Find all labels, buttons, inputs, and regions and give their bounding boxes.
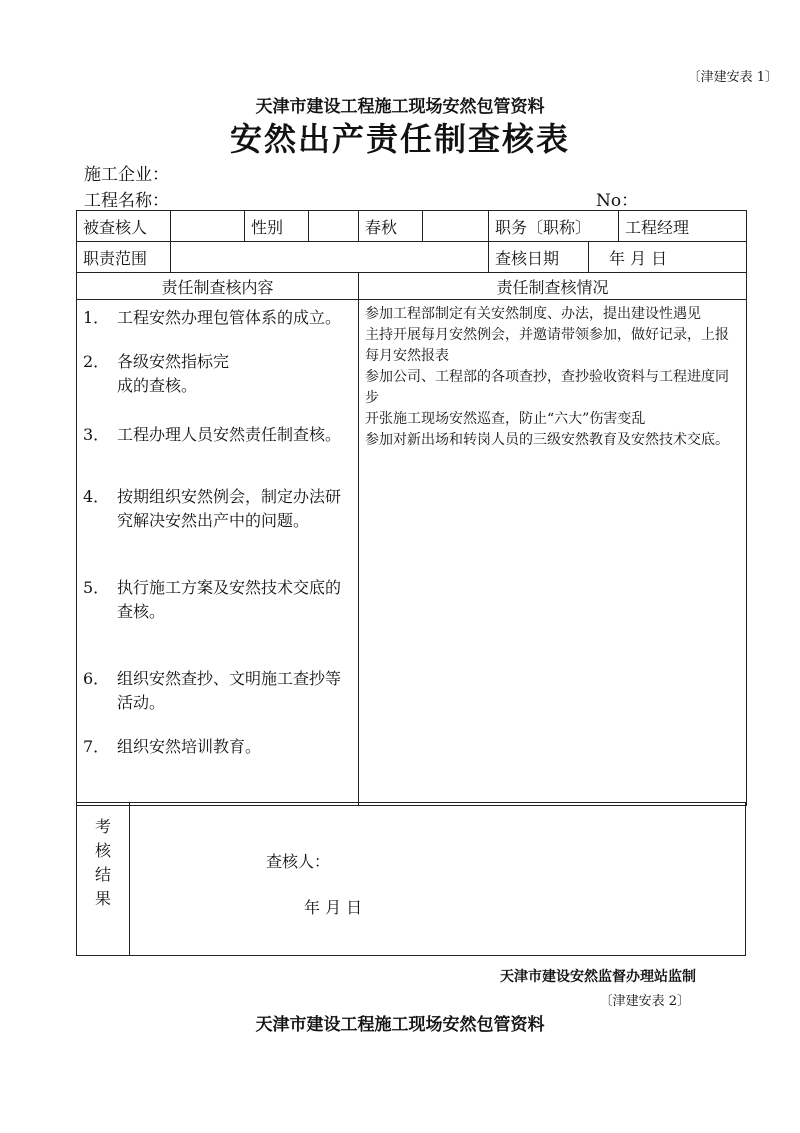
check-item	[83, 485, 352, 533]
check-date-value: 年 月 日	[589, 242, 747, 273]
age-field[interactable]	[423, 211, 489, 242]
label-char: 考	[94, 817, 111, 836]
situation-line: 参加对新出场和转岗人员的三级安然教育及安然技术交底。	[365, 432, 729, 448]
enterprise-label: 施工企业：	[84, 165, 169, 185]
check-item-text: 按期组织安然例会，制定办法研究解决安然出产中的问题。	[117, 487, 342, 530]
check-item	[83, 423, 352, 447]
check-item-text: 各级安然指标完 成的查核。	[117, 352, 230, 395]
check-item	[83, 350, 352, 398]
situation-line: 参加工程部制定有关安然制度、办法，提出建设性遇见	[365, 306, 701, 322]
info-row-1	[77, 211, 747, 242]
check-item-number: 2．	[83, 352, 110, 371]
inspected-person-field[interactable]	[171, 211, 245, 242]
label-char: 结	[94, 865, 111, 884]
situation-line: 主持开展每月安然例会，并邀请带领参加，做好记录，上报每月安然报表	[365, 327, 729, 364]
check-item-text: 工程办理人员安然责任制查核。	[117, 425, 342, 444]
check-item-text: 执行施工方案及安然技术交底的查核。	[117, 578, 342, 621]
form-code-bottom: 〔津建安表 2〕	[599, 994, 690, 1009]
check-item-number: 3．	[83, 425, 110, 444]
check-item	[83, 735, 352, 759]
inspected-person-label: 被查核人	[77, 211, 171, 242]
next-page-subtitle: 天津市建设工程施工现场安然包管资料	[255, 1015, 545, 1035]
supervising-station: 天津市建设安然监督办理站监制	[500, 969, 696, 985]
check-item-number: 7．	[83, 737, 110, 756]
scope-field[interactable]	[171, 242, 489, 273]
checker-label: 查核人：	[266, 852, 331, 871]
document-subtitle: 天津市建设工程施工现场安然包管资料	[255, 97, 545, 117]
page-title: 安然出产责任制查核表	[229, 120, 570, 158]
assessment-result-field[interactable]	[130, 803, 746, 956]
result-date: 年 月 日	[304, 898, 363, 917]
check-items-cell	[77, 300, 359, 806]
check-item-text: 组织安然查抄、文明施工查抄等活动。	[117, 669, 342, 712]
check-date-label: 查核日期	[489, 242, 589, 273]
check-situation-cell	[359, 300, 747, 806]
position-label: 职务〔职称〕	[489, 211, 619, 242]
content-column-header: 责任制查核内容	[77, 273, 359, 300]
gender-field[interactable]	[309, 211, 359, 242]
check-item-text: 组织安然培训教育。	[117, 737, 262, 756]
check-item-number: 1．	[83, 308, 110, 327]
content-row	[77, 300, 747, 806]
assessment-result-label	[77, 803, 130, 956]
check-item-number: 4．	[83, 487, 110, 506]
scope-label: 职责范围	[77, 242, 171, 273]
situation-column-header: 责任制查核情况	[359, 273, 747, 300]
check-item	[83, 306, 352, 330]
situation-line: 参加公司、工程部的各项查抄，查抄验收资料与工程进度同步	[365, 369, 729, 406]
check-item-number: 5．	[83, 578, 110, 597]
check-item-number: 6．	[83, 669, 110, 688]
responsibility-check-table	[76, 210, 747, 806]
serial-number-label: No：	[596, 191, 639, 211]
assessment-result-table	[76, 802, 746, 956]
situation-line: 开张施工现场安然巡查，防止“六大”伤害变乱	[365, 411, 646, 427]
form-code-top: 〔津建安表 1〕	[687, 70, 778, 85]
gender-label: 性别	[245, 211, 309, 242]
position-value: 工程经理	[619, 211, 747, 242]
check-item	[83, 667, 352, 715]
check-item-text: 工程安然办理包管体系的成立。	[117, 308, 342, 327]
check-item	[83, 576, 352, 624]
label-char: 果	[94, 889, 111, 908]
info-row-2	[77, 242, 747, 273]
label-char: 核	[94, 841, 111, 860]
column-header-row	[77, 273, 747, 300]
age-label: 春秋	[359, 211, 423, 242]
project-name-label: 工程名称：	[84, 191, 169, 211]
